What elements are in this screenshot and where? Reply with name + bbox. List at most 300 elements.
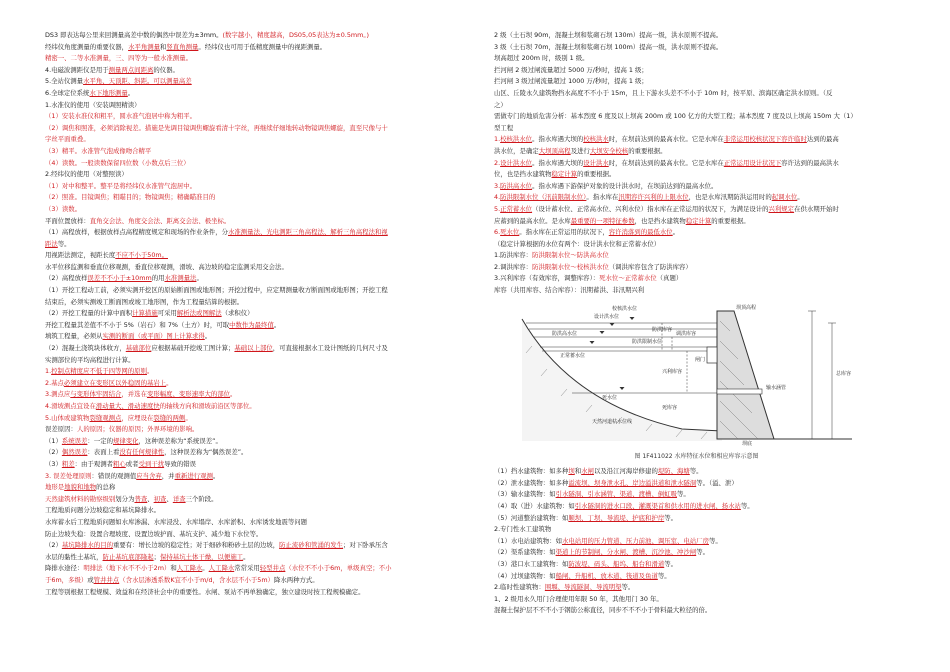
label-flood-high-level: 防洪高水位 — [552, 330, 578, 337]
text-line — [45, 262, 450, 274]
text-line — [45, 343, 450, 355]
text-run: 的总称 — [96, 483, 116, 492]
text-run: (数字越小，精度越高，DS05,05表达为±0.5mm。) — [222, 31, 370, 39]
text-run: 粗心 — [112, 459, 126, 468]
label-dead-storage: 死库容 — [662, 404, 678, 411]
text-run: 或 — [87, 575, 94, 584]
text-run: （1）开挖工程动工前，必须实测开挖区的原始断面图或地形图；开挖过程中，应定期测量收方断面图或地形图；开挖工程 — [45, 286, 388, 295]
text-line — [494, 273, 899, 285]
text-line — [45, 587, 450, 599]
text-run: 时，在坝前达到的最高水位。它是水库在 — [608, 135, 724, 144]
text-run: 。指水库遇下游保护对象的设计洪水时，在坝前达到的最高水位。 — [532, 181, 718, 190]
text-run: （3）精平。水准管气泡成像吻合精平 — [45, 146, 152, 155]
text-line — [45, 424, 450, 436]
text-run: ：表面上看 — [87, 448, 120, 457]
text-run: 3 级（土石坝 70m，混凝土坝和浆砌石坝 100m）提高一级，洪水原则不提高。 — [494, 42, 723, 51]
text-run: 坝 — [568, 467, 575, 476]
text-run: 设计洪水 — [583, 158, 609, 167]
text-run: 水平角、天顶距、斜距。可以测量高差 — [83, 77, 192, 86]
text-run: 3. — [494, 181, 501, 190]
text-line — [494, 100, 899, 112]
text-run: 水准测量法、光电测距三角高程法、解析三角高程法和视 — [228, 228, 388, 237]
text-run: 校核洪水位 — [500, 135, 533, 144]
text-run: 3.兴利库容（有效库容，调整库容）： — [494, 274, 600, 283]
text-run: 重新进行观测 — [174, 471, 213, 480]
text-run: 水平角测量 — [128, 42, 161, 51]
text-run: 及进行 — [570, 146, 590, 155]
text-run: 防洪限制水位～校核洪水位 — [532, 262, 609, 271]
text-run: 划分为 — [115, 494, 135, 503]
text-line — [494, 605, 899, 617]
text-line — [45, 540, 450, 552]
text-line — [494, 489, 899, 501]
text-run: 等。 — [696, 548, 709, 557]
text-run: 2 级（土石坝 90m，混凝土坝和浆砌石坝 130m）提高一级，洪水原则不提高。 — [494, 31, 723, 39]
text-line — [45, 471, 450, 483]
text-run: 的仪器。 — [153, 65, 179, 74]
text-run: 4.滑坡测点宜设在 — [45, 402, 96, 410]
text-line — [45, 30, 450, 42]
text-line — [45, 239, 450, 251]
text-run: 兴利规定 — [768, 204, 795, 213]
text-run: 保持基坑土体干燥，以便施工 — [160, 552, 244, 561]
text-line — [45, 216, 450, 228]
text-line — [494, 524, 899, 536]
text-run: 。 — [243, 552, 250, 561]
reservoir-water-level-figure — [512, 301, 857, 449]
text-run: （设计蓄水位、正常高水位、兴利水位）指水库在正常运用的状况下，为满足设计的 — [532, 204, 769, 213]
text-run: 1、2 级用永久用门合理使用年限 50 年，其他用门 30 年。 — [494, 594, 663, 603]
label-natural-low-water-line: 天然河道枯水位线 — [592, 418, 633, 425]
text-run: 明排法（地下水不不小于2m） — [83, 564, 171, 573]
label-dam-crest: 坝顶高程 — [736, 304, 757, 311]
text-run: （3）输水建筑物：如 — [494, 490, 556, 499]
text-run: 工程地质问题分边坡稳定和基坑降排水。 — [45, 506, 161, 515]
text-run: （2）混凝土浇筑块体收方， — [45, 344, 126, 353]
text-run: 裂缝观测点 — [89, 413, 122, 422]
text-line — [45, 123, 450, 135]
text-line — [494, 111, 899, 123]
text-line — [45, 494, 450, 506]
text-line — [494, 239, 899, 251]
text-run: 。 — [212, 471, 220, 480]
text-run: （3）读数。 — [45, 204, 82, 213]
text-run: （2） — [45, 448, 62, 457]
text-run: （5）河道整治建筑物：如 — [494, 513, 569, 522]
text-run: 系统误差 — [61, 436, 88, 445]
text-run: （2）高程放样 — [45, 274, 88, 283]
text-run: （2）渠系建筑物：如 — [494, 548, 556, 557]
text-run: 经纬仪角度测量的重要仪器， — [45, 42, 129, 51]
text-run: 时，在坝前达到的最高水位。它是水库在 — [608, 158, 724, 167]
text-run: 的重要根据。 — [577, 170, 616, 179]
text-line — [45, 285, 450, 297]
text-run: 应蓄到的最高水位。是水库 — [494, 216, 571, 225]
text-run: 开挖工程量其差值不不小于 5%（岩石）和 7%（土方）时，可取 — [45, 320, 230, 329]
text-line — [45, 378, 450, 390]
text-line — [494, 134, 899, 146]
text-line — [45, 575, 450, 587]
text-line — [45, 227, 450, 239]
text-run: 和 — [170, 564, 177, 573]
text-line — [494, 285, 899, 297]
text-run: 。 — [204, 332, 212, 341]
text-run: 正常运用设计状况下 — [723, 158, 782, 167]
text-line — [494, 192, 899, 204]
text-run: 洪水位，是确定 — [494, 146, 539, 155]
text-run: 。 — [797, 193, 804, 202]
reservoir-diagram-drawing — [512, 301, 857, 449]
text-run: 平面位置放样： — [45, 216, 90, 225]
text-run: 。指水库在 — [586, 193, 619, 202]
text-line — [494, 181, 899, 193]
text-run: 3.测点应 — [45, 390, 71, 399]
text-line — [494, 227, 899, 239]
text-run: 重要有：增长边坡的稳定性；对于细砂和粉砂土层的边坡， — [112, 541, 280, 550]
text-run: 等。 — [664, 560, 678, 568]
text-line — [45, 459, 450, 471]
right-top-section — [494, 30, 899, 297]
text-run: 山区、丘陵永久建筑物挡水高度不不小于 15m，且上下游水头差不不小于 10m 时，按平原、滨海区确定洪水原则。（反 — [494, 88, 833, 97]
text-line — [45, 320, 450, 332]
text-run: 。 — [166, 378, 173, 387]
text-run: 距法 — [45, 239, 58, 248]
text-run: 天然建筑材料的勘察级别 — [45, 494, 116, 503]
text-run: 字丝平面重叠。 — [45, 135, 90, 144]
text-line — [494, 559, 899, 571]
text-run: 以及沿江河海岸修建的 — [593, 467, 658, 476]
text-run: （3）港口水工建筑物：如 — [494, 560, 569, 568]
text-run: 结束后，必须实测竣工断面图或竣工地形图，作为工程量结算的根据。 — [45, 297, 244, 306]
text-run: 的轴线方向和滑坡前沿区等部位。 — [159, 402, 256, 410]
text-line — [45, 134, 450, 146]
text-run: 大坝安全校核 — [589, 146, 629, 155]
text-run: 。指水库遇大坝的 — [532, 158, 584, 167]
text-line — [494, 536, 899, 548]
label-dam-base: 坝底 — [742, 440, 753, 447]
text-line — [494, 65, 899, 77]
text-run: 型工程 — [494, 123, 514, 132]
label-normal-storage-level: 正常蓄水位 — [560, 352, 586, 359]
text-run: 引水隧洞、引水涵管、渠道、渡槽、倒虹吸 — [555, 490, 678, 499]
text-run: ，也是挡水建筑物 — [634, 216, 686, 225]
text-run: 引水隧洞的进水口段、灌溉渠首和供水用的进水闸、扬水站 — [574, 502, 741, 511]
text-run: 等。 — [664, 513, 678, 522]
text-line — [494, 216, 899, 228]
label-dead-level: 死水位 — [602, 394, 618, 401]
text-run: 。 — [202, 564, 209, 573]
text-run: 中数作为最终值 — [229, 320, 274, 329]
text-run: 误差不不小于±10mm — [87, 274, 152, 283]
text-run: 死水位 — [500, 228, 520, 237]
text-run: （2）调焦和照准，必须消除视差。措施是先调目镜调焦螺旋看清十字丝，再继续仔细地转动物镜调焦螺旋，直至尺像与十 — [45, 123, 388, 132]
text-run: 设计洪水位 — [500, 158, 533, 167]
text-line — [494, 582, 899, 594]
text-line — [45, 146, 450, 158]
text-run: ，也是水库汛期防洪运用时的 — [688, 193, 772, 202]
text-run: 水层的黏性土基坑， — [45, 552, 103, 561]
text-run: （求积仪） — [221, 309, 254, 318]
text-run: 规律变化 — [112, 436, 139, 445]
text-run: 测量两点间距离 — [108, 65, 154, 74]
text-run: 防止基坑底部隆起 — [102, 552, 154, 561]
text-run: 。 — [127, 88, 135, 97]
text-run: 非常运用校核状况下容许临时 — [723, 135, 807, 144]
text-line — [45, 204, 450, 216]
text-line — [494, 146, 899, 158]
text-run: （含水层渗透系数K宜不小于m/d，含水层不小于5m） — [119, 575, 274, 584]
text-run: 人工降水 — [176, 564, 203, 573]
text-run: 等。 — [57, 239, 71, 248]
text-run: 工程等别根据工程规模、效益和在经济社会中的重要性。水闸、泵站不再单独确定，独立建设时按工程规模确定。 — [45, 587, 365, 596]
text-run: 1. — [45, 367, 52, 376]
text-run: 直角交会法、角度交会法、距离交会法、极坐标。 — [89, 216, 231, 225]
text-line — [45, 100, 450, 112]
text-line — [494, 466, 899, 478]
text-run: ，可直接根据水工设计图纸的几何尺寸及 — [272, 344, 388, 353]
text-line — [494, 250, 899, 262]
text-line — [45, 250, 450, 262]
text-run: 导致的错误 — [164, 459, 197, 468]
text-line — [494, 42, 899, 54]
text-line — [45, 53, 450, 65]
text-run: 普查 — [134, 494, 148, 503]
text-line — [45, 192, 450, 204]
text-run: 。 — [230, 390, 237, 399]
text-run: 滑动量大、滑动速度快 — [95, 402, 160, 410]
text-line — [494, 547, 899, 559]
text-run: 用视距法测定，视距长度 — [45, 251, 116, 260]
text-run: （稳定计算根据的水位有两个：设计洪水位和正常蓄水位） — [494, 239, 661, 248]
text-run: 等。（溢、泄） — [696, 478, 738, 487]
text-run: 起调水位 — [771, 193, 798, 202]
text-run: 6.全球定位系统 — [45, 88, 90, 97]
text-run: 。 — [672, 228, 680, 237]
text-run: 初查 — [153, 494, 167, 503]
text-run: 2.临时性建筑物： — [494, 583, 545, 592]
text-run: 。 — [146, 367, 154, 376]
text-run: 解析法或图解法 — [176, 309, 222, 318]
text-run: 最重要的一项特征参数 — [570, 216, 635, 225]
text-run: 降水两种方式。 — [273, 575, 319, 584]
text-run: 防止边坡失稳：设置合理坡度、设置边坡护面、基坑支护、减少地下水位等。 — [45, 529, 263, 538]
text-run: 2. — [494, 158, 501, 167]
text-line — [494, 158, 899, 170]
text-run: （2）开挖工程量的计算中面积 — [45, 309, 133, 318]
text-run: 拦河闸 2 级过闸流量超过 5000 万/秒时，提高 1 级； — [494, 65, 648, 74]
label-total-storage: 总库容 — [836, 370, 852, 377]
label-regulating-storage: 调洪库容 — [676, 330, 697, 337]
text-run: 。经纬仪也可用于低精度测量中的视距测量。 — [198, 42, 327, 51]
text-run: 必须建立在变形区以外稳固的基岩上 — [63, 378, 167, 387]
text-run: 管井井点 — [93, 575, 120, 584]
text-run: 水库蓄水后工程地质问题如水库渗漏、水库浸没、水库塌岸、水库淤积、水库诱发地震等问题 — [45, 517, 308, 526]
text-run: 。 — [273, 320, 281, 329]
text-line — [494, 262, 899, 274]
text-run: ：错误的观测值 — [91, 471, 137, 480]
text-run: 5. — [494, 204, 501, 213]
text-run: 裂缝的两侧 — [153, 413, 186, 422]
text-run: 坝高超过 200m 时，级别 1 级。 — [494, 54, 589, 63]
text-line — [494, 501, 899, 513]
text-line — [494, 594, 899, 606]
text-run: （1）安装水准仪和粗平，圆水准气泡居中称为粗平。 — [45, 112, 197, 121]
text-run: 稳定计算 — [551, 170, 578, 179]
text-run: 、 — [166, 494, 173, 503]
text-run: 堤防、海塘 — [657, 467, 690, 476]
text-run: 达到的最高 — [806, 135, 839, 144]
text-run: 正常蓄水位 — [500, 204, 533, 213]
text-run: 4.电磁波测距仪是用于 — [45, 65, 109, 74]
label-outlet-pipe: 输水涵管 — [766, 384, 787, 391]
text-run: 偶然误差 — [61, 448, 88, 457]
text-run: 实测部位的平均高程进行计算。 — [45, 355, 135, 364]
text-run: （3） — [45, 459, 62, 468]
label-design-flood-level: 设计洪水位 — [594, 313, 620, 320]
text-line — [45, 331, 450, 343]
text-run: 粗差 — [61, 459, 75, 468]
text-run: 等。 — [689, 467, 703, 476]
text-line — [45, 76, 450, 88]
text-run: 的用 — [151, 274, 165, 283]
text-run: 之） — [494, 100, 507, 109]
text-line — [45, 552, 450, 564]
label-gate: 闸门 — [695, 356, 706, 363]
text-run: 。指水库在正常运用的状况下， — [519, 228, 609, 237]
text-run: 死水位～正常蓄水位 — [599, 274, 657, 283]
text-run: 。 — [185, 413, 192, 422]
text-run: （水位不不小于6m，单级真空；不小 — [285, 564, 392, 573]
text-run: （2） — [45, 541, 62, 550]
text-run: 详查 — [172, 494, 186, 503]
text-run: 溢流坝、坝身泄水孔、岸边溢洪道和泄水隧洞 — [568, 478, 697, 487]
text-run: 于6m，多级） — [45, 575, 88, 584]
text-run: 3. 误差处理原则 — [45, 471, 92, 480]
text-run: 拦河闸 3 级过闸流量超过 1000 万/秒时，提高 1 级； — [494, 77, 648, 86]
text-line — [45, 88, 450, 100]
text-run: （调洪库容包含了防洪库容） — [608, 262, 692, 271]
text-line — [494, 513, 899, 525]
text-run: 地形是 — [45, 483, 65, 492]
text-run: 计算措施 — [132, 309, 158, 318]
text-run: 1. — [494, 135, 501, 144]
text-run: 库容（共用库容、结合库容）：汛期蓄洪、非汛期兴利 — [494, 286, 645, 295]
text-run: 防波堤、码头、船坞、船台和滑道 — [568, 560, 665, 568]
text-run: （1）水电站建筑物：如 — [494, 536, 562, 545]
text-line — [494, 123, 899, 135]
text-run: ，应埋设在 — [121, 413, 154, 422]
text-run: 精密一、二等水准测量，三、四等为一般水准测量。 — [45, 54, 192, 63]
text-run: 应当舍弃 — [136, 471, 162, 480]
text-run: （1） — [45, 436, 62, 445]
text-run: ； — [153, 552, 161, 561]
text-line — [494, 53, 899, 65]
text-run: 在供水期开始时 — [794, 204, 839, 213]
text-run: 2.经纬仪的使用（对整照读） — [45, 170, 128, 179]
text-run: 的重要根据。 — [711, 216, 750, 225]
text-run: DS3 即表达每公里来回测量高差中数的偶然中误差为±3mm。 — [45, 31, 223, 39]
text-run: 人工降水 — [208, 564, 235, 573]
text-run: 水闸 — [581, 467, 594, 476]
right-column — [494, 30, 899, 617]
text-line — [45, 42, 450, 54]
text-run: 、 — [147, 494, 154, 503]
text-line — [45, 447, 450, 459]
text-run: 基坑降排水的目的 — [61, 541, 113, 550]
label-beneficial-storage: 兴利库容 — [662, 368, 683, 375]
text-line — [45, 181, 450, 193]
text-line — [45, 505, 450, 517]
text-run: ，这种误差称为“偶然误差”。 — [164, 448, 248, 457]
text-line — [45, 297, 450, 309]
text-run: ，这种误差称为“系统误差”。 — [138, 436, 222, 445]
text-run: 渠道上的节制闸、分水闸、渡槽、沉沙池、冲沙闸 — [555, 548, 697, 557]
text-run: 。指水库遇大坝的 — [532, 135, 584, 144]
text-run: 5.山体或建筑物 — [45, 413, 90, 422]
figure-caption: 图 1F411022 水库特征水位和相应库容示意图 — [634, 452, 759, 460]
text-line — [45, 517, 450, 529]
text-run: ：由于观测者 — [74, 459, 113, 468]
text-run: 不应不小于50m。 — [115, 251, 168, 260]
text-run: 容许消落到的最低水位 — [608, 228, 673, 237]
text-run: 的重要根据。 — [628, 146, 667, 155]
text-line — [494, 76, 899, 88]
text-run: ：一定的 — [87, 436, 113, 445]
text-run: 与变形体牢固结合 — [70, 390, 122, 399]
text-run: 地貌和地物 — [64, 483, 97, 492]
left-column — [45, 30, 450, 598]
text-run: 水电站用的压力管道、压力前池、调压室、电站厂房 — [561, 536, 709, 545]
text-line — [45, 563, 450, 575]
text-line — [45, 436, 450, 448]
text-run: 校核洪水 — [583, 135, 609, 144]
text-run: 和 — [574, 467, 582, 476]
text-run: 等。 — [708, 536, 722, 545]
text-run: 防止流砂和管涌的发生 — [279, 541, 344, 550]
label-flood-limit-level: 防洪限制水位 — [632, 338, 663, 345]
text-run: 大坝顶高程 — [538, 146, 571, 155]
text-line — [45, 529, 450, 541]
text-line — [45, 308, 450, 320]
text-line — [45, 355, 450, 367]
text-run: （2）照准。目镜调焦；粗瞄目的；物镜调焦；精确瞄准目的 — [45, 193, 216, 202]
text-run: 水下地形测量 — [89, 88, 128, 97]
text-line — [45, 366, 450, 378]
text-run: （1）挡水建筑物：如多种 — [494, 467, 569, 476]
text-run: 1.水准仪的使用（安装调照精读） — [45, 100, 141, 109]
text-run: ，并选在 — [121, 390, 147, 399]
text-run: 基础部位 — [125, 344, 152, 353]
right-bottom-section — [494, 466, 899, 617]
label-flood-storage: 防洪库容 — [652, 326, 673, 333]
text-run: ；对下卧承压含 — [343, 541, 388, 550]
text-run: （1）高程放样，根据放样点高程精度规定和现场的作业条件，分 — [45, 228, 229, 237]
text-run: 2.基点 — [45, 378, 64, 387]
text-run: 位，也是挡水建筑物 — [494, 170, 552, 179]
text-run: （4）取（进）水建筑物：如 — [494, 502, 575, 511]
text-line — [494, 204, 899, 216]
text-run: 水平位移监测和垂直位移观测，垂直位移观测，滑坡、高边坡的稳定监测采用交会法。 — [45, 262, 288, 271]
text-run: 船闸、升船机、放木道、筏道及鱼道 — [555, 571, 658, 580]
text-run: （1）对中和整平。整平是将经纬仪水准管气泡居中。 — [45, 181, 197, 190]
text-line — [494, 571, 899, 583]
text-run: 变形幅度、变形速率大的部位 — [146, 390, 231, 399]
text-run: 等。 — [657, 571, 671, 580]
text-run: 等。 — [677, 490, 690, 499]
text-run: 4. — [494, 193, 501, 202]
text-run: 常常采用 — [234, 564, 260, 573]
text-line — [45, 401, 450, 413]
